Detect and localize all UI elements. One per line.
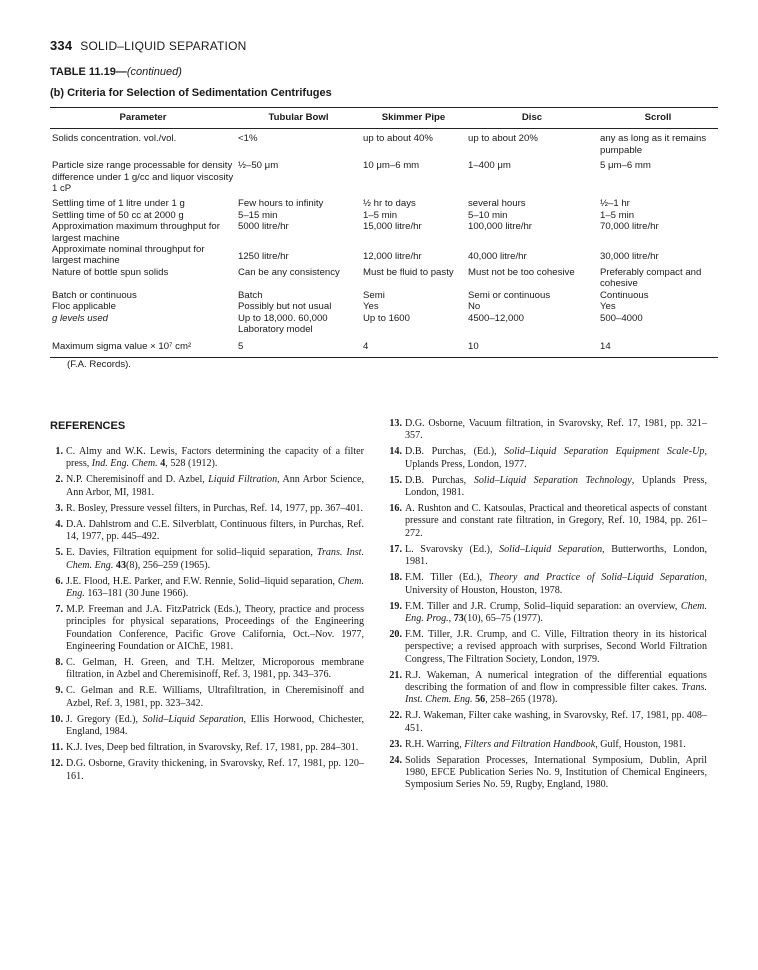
reference-number: 24.	[389, 754, 402, 766]
reference-item	[50, 758, 364, 783]
reference-text: D.A. Dahlstrom and C.E. Silverblatt, Continuous filters, in Purchas, Ref. 14, 1977, pp. 445–492.	[66, 518, 364, 543]
running-title: SOLID–LIQUID SEPARATION	[80, 39, 247, 53]
param-cell: Particle size range processable for density difference under 1 g/cc and liquor viscosity 1 cP	[52, 160, 234, 195]
references-column-right	[389, 418, 707, 796]
reference-item	[50, 604, 364, 653]
reference-text: Solids Separation Processes, International Symposium, Dublin, April 1980, EFCE Publication Series No. 9, Institution of Chemical Engineers, Symposium Series No. 59, Rugby, England, 1980.	[405, 754, 707, 791]
reference-number: 23.	[389, 738, 402, 750]
reference-number: 19.	[389, 600, 402, 612]
reference-number: 10.	[50, 713, 63, 725]
skimmer-pipe-cell: 12,000 litre/hr	[363, 251, 422, 263]
disc-cell: 40,000 litre/hr	[468, 251, 527, 263]
reference-item	[50, 547, 364, 572]
reference-number: 16.	[389, 503, 402, 515]
reference-item	[50, 685, 364, 710]
reference-number: 2.	[55, 474, 63, 486]
reference-item	[389, 503, 707, 540]
references-heading: REFERENCES	[50, 420, 126, 432]
reference-text: C. Gelman and R.E. Williams, Ultrafiltration, in Cheremisinoff and Azbel, Ref. 3, 1981, pp. 323–342.	[66, 685, 364, 709]
reference-text: R. Bosley, Pressure vessel filters, in Purchas, Ref. 14, 1977, pp. 367–401.	[66, 502, 364, 514]
column-header-skimmer-pipe: Skimmer Pipe	[361, 108, 466, 129]
table-title-label: TABLE 11.19—	[50, 66, 127, 78]
param-cell: g levels used	[52, 312, 108, 324]
scroll-cell: Continuous	[600, 289, 649, 301]
scroll-cell: 5 μm–6 mm	[600, 160, 651, 172]
reference-text: R.J. Wakeman, A numerical integration of the differential equations describing the formation of and flow in compressible filter cakes. Trans. Inst. Chem. Eng. 56, 258–265 (1978).	[405, 669, 707, 706]
skimmer-pipe-cell: Must be fluid to pasty	[363, 266, 454, 278]
reference-item	[50, 714, 364, 739]
reference-text: E. Davies, Filtration equipment for solid–liquid separation, Trans. Inst. Chem. Eng. 43(8), 256–259 (1965).	[66, 547, 365, 571]
skimmer-pipe-cell: ½ hr to days	[363, 198, 416, 210]
disc-cell: 1–400 μm	[468, 160, 511, 172]
disc-cell: 5–10 min	[468, 209, 508, 221]
reference-item	[389, 629, 707, 666]
tubular-bowl-cell: 1250 litre/hr	[238, 251, 289, 263]
reference-number: 7.	[55, 604, 63, 616]
table-title	[50, 66, 182, 78]
reference-number: 22.	[389, 710, 402, 722]
scroll-cell: 70,000 litre/hr	[600, 221, 659, 233]
reference-text: R.H. Warring, Filters and Filtration Handbook, Gulf, Houston, 1981.	[405, 738, 686, 750]
disc-cell: 10	[466, 335, 598, 357]
disc-cell: Must not be too cohesive	[468, 266, 575, 278]
reference-text: R.J. Wakeman, Filter cake washing, in Svarovsky, Ref. 17, 1981, pp. 408–451.	[405, 710, 707, 734]
reference-item	[50, 519, 364, 544]
reference-number: 11.	[50, 742, 63, 754]
tubular-bowl-cell: Few hours to infinity	[238, 198, 324, 210]
table-row	[50, 210, 718, 221]
reference-text: J.E. Flood, H.E. Parker, and F.W. Rennie, Solid–liquid separation, Chem. Eng. 163–181 (30 June 1966).	[66, 575, 364, 599]
reference-text: N.P. Cheremisinoff and D. Azbel, Liquid Filtration, Ann Arbor Science, Ann Arbor, MI, 1981.	[66, 474, 364, 498]
reference-number: 1.	[55, 446, 63, 457]
table-row	[50, 156, 718, 194]
reference-number: 13.	[389, 418, 402, 429]
reference-text: F.M. Tiller, J.R. Crump, and C. Ville, Filtration theory in its historical perspective; a revised approach with surprises, Second World Filtration Congress, The Filtration Society, London, 1979.	[405, 629, 707, 665]
table-title-continued: (continued)	[126, 66, 182, 78]
reference-item	[50, 576, 364, 601]
param-cell: Solids concentration. vol./vol.	[52, 133, 177, 145]
disc-cell: No	[468, 301, 481, 313]
table-row	[50, 267, 718, 290]
table-row	[50, 244, 718, 267]
skimmer-pipe-cell: up to about 40%	[363, 133, 433, 145]
skimmer-pipe-cell: Semi	[363, 289, 385, 301]
reference-number: 4.	[55, 518, 63, 530]
table-row	[50, 194, 718, 209]
criteria-table	[50, 107, 718, 358]
reference-item	[50, 446, 364, 471]
param-cell: Settling time of 50 cc at 2000 g	[52, 209, 184, 221]
disc-cell: 100,000 litre/hr	[468, 221, 532, 233]
reference-item	[389, 544, 707, 569]
reference-item	[50, 503, 364, 515]
table-row	[50, 221, 718, 244]
scroll-cell: 1–5 min	[600, 209, 635, 221]
param-cell: Floc applicable	[52, 301, 116, 313]
table-source-note: (F.A. Records).	[67, 359, 131, 370]
running-header	[50, 38, 247, 53]
table-header-row	[50, 108, 718, 129]
reference-item	[389, 670, 707, 707]
tubular-bowl-cell: Can be any consistency	[238, 266, 340, 278]
param-cell: Nature of bottle spun solids	[52, 266, 169, 278]
skimmer-pipe-cell: 15,000 litre/hr	[363, 221, 422, 233]
table-row	[50, 290, 718, 301]
reference-number: 5.	[55, 547, 63, 559]
skimmer-pipe-cell: 4	[361, 335, 466, 357]
reference-item	[389, 446, 707, 471]
skimmer-pipe-cell: 10 μm–6 mm	[363, 160, 420, 172]
reference-item	[389, 755, 707, 792]
disc-cell: several hours	[468, 198, 526, 210]
scroll-cell: Preferably compact and cohesive	[600, 266, 702, 290]
tubular-bowl-cell: <1%	[238, 133, 258, 145]
reference-item	[389, 739, 707, 751]
table-subtitle: (b) Criteria for Selection of Sedimentation Centrifuges	[50, 87, 332, 99]
param-cell: Approximation maximum throughput for largest machine	[52, 221, 220, 244]
references-column-left	[50, 446, 364, 787]
param-cell: Batch or continuous	[52, 289, 137, 301]
disc-cell: Semi or continuous	[468, 289, 551, 301]
reference-number: 6.	[55, 575, 63, 587]
reference-text: D.B. Purchas, (Ed.), Solid–Liquid Separation Equipment Scale-Up, Uplands Press, London, 1977.	[405, 446, 707, 470]
scroll-cell: 14	[598, 335, 718, 357]
reference-text: F.M. Tiller and J.R. Crump, Solid–liquid separation: an overview, Chem. Eng. Prog., 73(10), 65–75 (1977).	[405, 600, 707, 624]
tubular-bowl-cell: 5–15 min	[238, 209, 278, 221]
skimmer-pipe-cell: Up to 1600	[363, 312, 410, 324]
reference-item	[389, 710, 707, 735]
tubular-bowl-cell: Batch	[238, 289, 263, 301]
reference-item	[389, 572, 707, 597]
reference-number: 3.	[55, 502, 63, 514]
skimmer-pipe-cell: 1–5 min	[363, 209, 398, 221]
param-cell: Approximate nominal throughput for largest machine	[52, 244, 205, 267]
reference-text: A. Rushton and C. Katsoulas, Practical and theoretical aspects of constant pressure and constant rate filtration, in Gregory, Ref. 10, 1984, pp. 261–272.	[405, 503, 707, 539]
reference-text: C. Almy and W.K. Lewis, Factors determining the capacity of a filter press, Ind. Eng. Chem. 4, 528 (1912).	[66, 446, 364, 470]
column-header-tubular-bowl: Tubular Bowl	[236, 108, 361, 129]
disc-cell: up to about 20%	[468, 133, 538, 145]
tubular-bowl-cell: Up to 18,000. 60,000 Laboratory model	[238, 312, 328, 335]
reference-item	[389, 601, 707, 626]
reference-number: 8.	[55, 657, 63, 669]
reference-number: 20.	[389, 629, 402, 641]
reference-item	[50, 474, 364, 499]
tubular-bowl-cell: 5	[236, 335, 361, 357]
reference-number: 21.	[389, 669, 402, 681]
tubular-bowl-cell: 5000 litre/hr	[238, 221, 289, 233]
table-row	[50, 335, 718, 357]
page-number: 334	[50, 38, 73, 53]
reference-text: D.G. Osborne, Vacuum filtration, in Svarovsky, Ref. 17, 1981, pp. 321–357.	[405, 418, 707, 442]
column-header-disc: Disc	[466, 108, 598, 129]
reference-item	[389, 418, 707, 443]
skimmer-pipe-cell: Yes	[363, 301, 379, 313]
reference-item	[50, 657, 364, 682]
reference-text: J. Gregory (Ed.), Solid–Liquid Separation, Ellis Horwood, Chichester, England, 1984.	[66, 713, 365, 738]
table-row	[50, 301, 718, 312]
reference-text: C. Gelman, H. Green, and T.H. Meltzer, Microporous membrane filtration, in Azbel and Cheremisinoff, Ref. 3, 1981, pp. 343–376.	[66, 657, 364, 681]
disc-cell: 4500–12,000	[468, 312, 525, 324]
reference-number: 18.	[389, 572, 402, 584]
tubular-bowl-cell: ½–50 μm	[238, 160, 279, 172]
reference-item	[389, 475, 707, 500]
reference-text: K.J. Ives, Deep bed filtration, in Svarovsky, Ref. 17, 1981, pp. 284–301.	[66, 742, 359, 754]
reference-text: F.M. Tiller (Ed.), Theory and Practice of Solid–Liquid Separation, University of Houston, Houston, 1978.	[405, 572, 707, 596]
reference-item	[50, 742, 364, 754]
table-row	[50, 129, 718, 156]
reference-number: 12.	[50, 758, 63, 770]
table-row	[50, 313, 718, 336]
reference-text: D.G. Osborne, Gravity thickening, in Svarovsky, Ref. 17, 1981, pp. 120–161.	[66, 758, 364, 782]
reference-number: 9.	[55, 685, 63, 697]
reference-number: 14.	[389, 446, 402, 458]
scroll-cell: ½–1 hr	[600, 198, 630, 210]
column-header-parameter: Parameter	[50, 108, 236, 129]
scroll-cell: Yes	[600, 301, 616, 313]
param-cell: Maximum sigma value × 10⁷ cm²	[50, 335, 236, 357]
tubular-bowl-cell: Possibly but not usual	[238, 301, 332, 313]
param-cell: Settling time of 1 litre under 1 g	[52, 198, 185, 210]
scroll-cell: any as long as it remains pumpable	[600, 133, 707, 156]
reference-text: D.B. Purchas, Solid–Liquid Separation Technology, Uplands Press, London, 1981.	[405, 474, 707, 499]
reference-text: L. Svarovsky (Ed.), Solid–Liquid Separation, Butterworths, London, 1981.	[405, 543, 708, 568]
reference-number: 17.	[389, 543, 402, 555]
scroll-cell: 500–4000	[600, 312, 643, 324]
reference-text: M.P. Freeman and J.A. FitzPatrick (Eds.), Theory, practice and process principles for physical separations, Proceedings of the Engineering Foundation Conference, Pacific Grove California, Oct.–Nov. 1977, Engineering Foundation or AIChE, 1981.	[66, 604, 364, 652]
scroll-cell: 30,000 litre/hr	[600, 251, 659, 263]
reference-number: 15.	[389, 474, 402, 486]
column-header-scroll: Scroll	[598, 108, 718, 129]
